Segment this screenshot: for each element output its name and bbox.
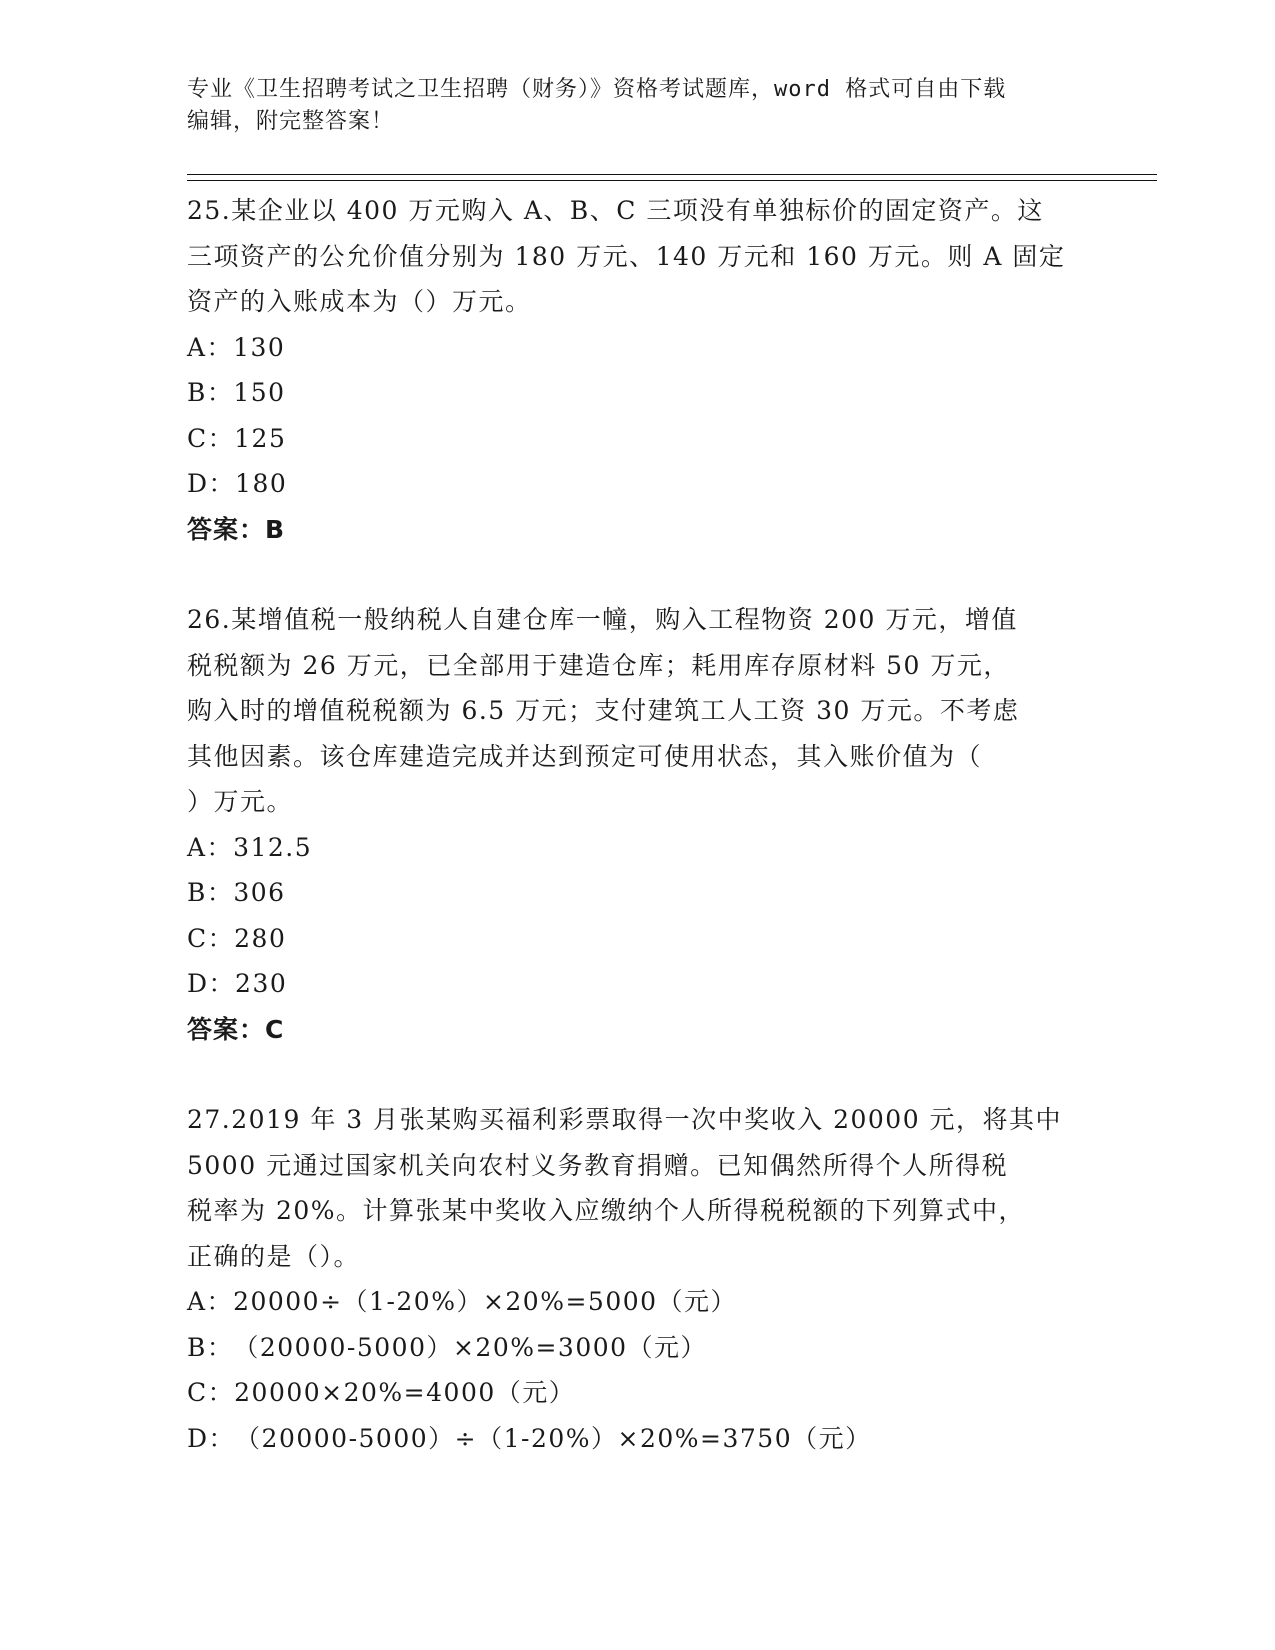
option-label: A：: [187, 1287, 234, 1316]
option-text: 20000÷（1-20%）×20%=5000（元）: [233, 1287, 738, 1316]
option-text: 150: [233, 378, 286, 407]
option-text: 230: [235, 969, 288, 998]
question-stem-line: 购入时的增值税税额为 6.5 万元；支付建筑工人工资 30 万元。不考虑: [187, 696, 1020, 725]
option-b: [187, 870, 1087, 916]
header-divider-bottom: [187, 180, 1157, 181]
option-a: [187, 825, 1087, 871]
answer-line: 答案：C: [187, 1014, 285, 1044]
question-stem-line: 5000 元通过国家机关向农村义务教育捐赠。已知偶然所得个人所得税: [187, 1150, 1009, 1180]
header-divider-top: [187, 174, 1157, 175]
option-label: C：: [187, 1378, 235, 1407]
question-spacer: [187, 1052, 1087, 1097]
option-d: [187, 461, 1087, 507]
option-label: D：: [187, 469, 236, 498]
question-27: [187, 1097, 1087, 1461]
option-text: 312.5: [233, 832, 313, 862]
option-text: （20000-5000）×20%=3000（元）: [233, 1332, 708, 1362]
option-d: [187, 1416, 1087, 1462]
question-stem-line: 资产的入账成本为（）万元。: [187, 287, 532, 316]
question-list: [187, 188, 1087, 1461]
option-text: 130: [233, 332, 286, 362]
option-label: B：: [187, 878, 234, 907]
question-stem-line: 25.某企业以 400 万元购入 A、B、C 三项没有单独标价的固定资产。这: [187, 196, 1044, 225]
option-a: [187, 325, 1087, 371]
question-stem-line: ）万元。: [187, 787, 294, 816]
option-label: C：: [187, 923, 235, 953]
option-b: [187, 1325, 1087, 1371]
option-label: A：: [187, 332, 234, 362]
question-stem-line: 税税额为 26 万元，已全部用于建造仓库；耗用库存原材料 50 万元，: [187, 650, 1010, 680]
option-text: 180: [235, 469, 288, 498]
header-line-2: 编辑，附完整答案！: [187, 109, 395, 134]
question-25: [187, 188, 1087, 552]
question-stem-line: 其他因素。该仓库建造完成并达到预定可使用状态，其入账价值为（: [187, 741, 983, 771]
option-label: B：: [187, 1332, 234, 1362]
option-label: D：: [187, 1423, 236, 1453]
option-text: 306: [233, 878, 286, 907]
option-c: [187, 416, 1087, 462]
option-text: 125: [234, 423, 287, 453]
option-text: 20000×20%=4000（元）: [234, 1378, 576, 1407]
option-label: C：: [187, 423, 235, 453]
question-stem-line: 26.某增值税一般纳税人自建仓库一幢，购入工程物资 200 万元，增值: [187, 605, 1018, 634]
option-d: [187, 961, 1087, 1007]
option-label: A：: [187, 832, 234, 862]
option-label: D：: [187, 969, 236, 998]
question-stem-line: 税率为 20%。计算张某中奖收入应缴纳个人所得税税额的下列算式中，: [187, 1196, 1026, 1225]
option-a: [187, 1279, 1087, 1325]
question-stem-line: 正确的是（）。: [187, 1241, 361, 1271]
option-text: （20000-5000）÷（1-20%）×20%=3750（元）: [235, 1423, 872, 1453]
option-text: 280: [234, 923, 287, 953]
question-stem-line: 27.2019 年 3 月张某购买福利彩票取得一次中奖收入 20000 元，将其中: [187, 1105, 1063, 1134]
question-26: [187, 597, 1087, 1052]
question-stem-line: 三项资产的公允价值分别为 180 万元、140 万元和 160 万元。则 A 固定: [187, 241, 1066, 271]
question-spacer: [187, 552, 1087, 597]
document-header: [187, 74, 1067, 138]
option-c: [187, 1370, 1087, 1416]
option-b: [187, 370, 1087, 416]
answer-line: 答案：B: [187, 514, 286, 544]
option-c: [187, 916, 1087, 962]
option-label: B：: [187, 378, 234, 407]
header-line-1: 专业《卫生招聘考试之卫生招聘（财务）》资格考试题库，word 格式可自由下载: [187, 77, 1007, 102]
